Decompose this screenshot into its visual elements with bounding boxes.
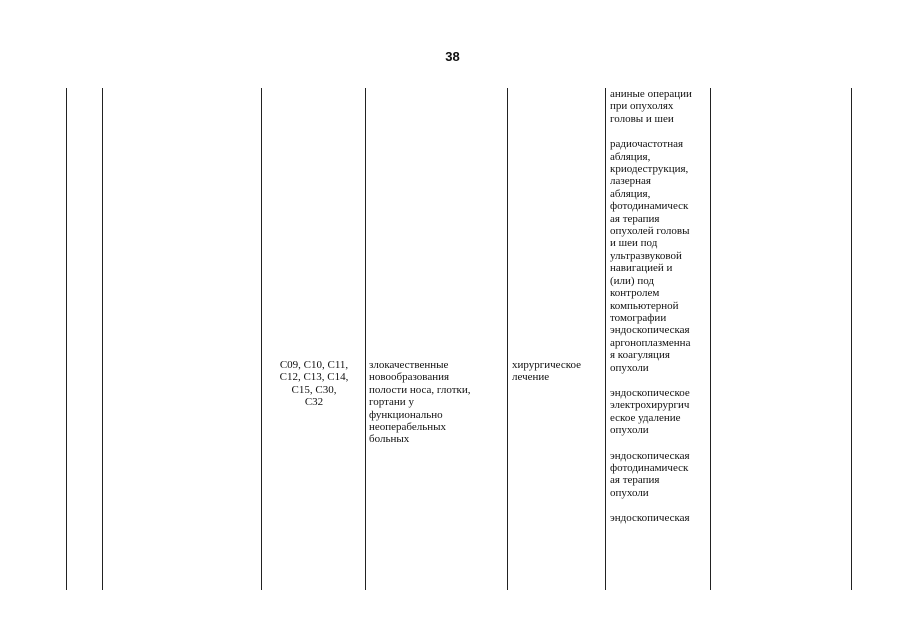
table-border-5 — [507, 88, 508, 590]
table-border-1 — [66, 88, 67, 590]
treatment-methods-cell — [610, 88, 708, 525]
treatment-type-text: хирургическое лечение — [512, 359, 582, 384]
table-border-6 — [605, 88, 606, 590]
method-item: аниные операции при опухолях головы и шеи — [610, 88, 692, 125]
icd-codes: C09, C10, C11, C12, C13, C14, C15, C30, C32 — [279, 359, 349, 409]
method-item: эндоскопическая — [610, 512, 690, 525]
diagnosis-text: злокачественные новообразования полости носа, глотки, гортани у функционально неоперабельных больных — [369, 359, 471, 446]
method-item: эндоскопическая фотодинамическ ая терапия опухоли — [610, 449, 690, 499]
method-item: радиочастотная абляция, криодеструкция, лазерная абляция, фотодинамическ ая терапия опухолей головы и шеи под ультразвуковой навигацией и (или) под контролем компьютерной томографии — [610, 138, 690, 324]
table-border-7 — [710, 88, 711, 590]
table-border-8 — [851, 88, 852, 590]
diagnosis-cell — [369, 359, 499, 446]
method-item: эндоскопическое электрохирургич еское удаление опухоли — [610, 386, 690, 437]
page-number: 38 — [445, 49, 460, 64]
table-border-3 — [261, 88, 262, 590]
table-border-2 — [102, 88, 103, 590]
table-border-4 — [365, 88, 366, 590]
treatment-type-cell — [512, 359, 602, 384]
icd-codes-cell — [268, 359, 360, 409]
method-item: эндоскопическая аргоноплазменна я коагуляция опухоли — [610, 324, 691, 374]
